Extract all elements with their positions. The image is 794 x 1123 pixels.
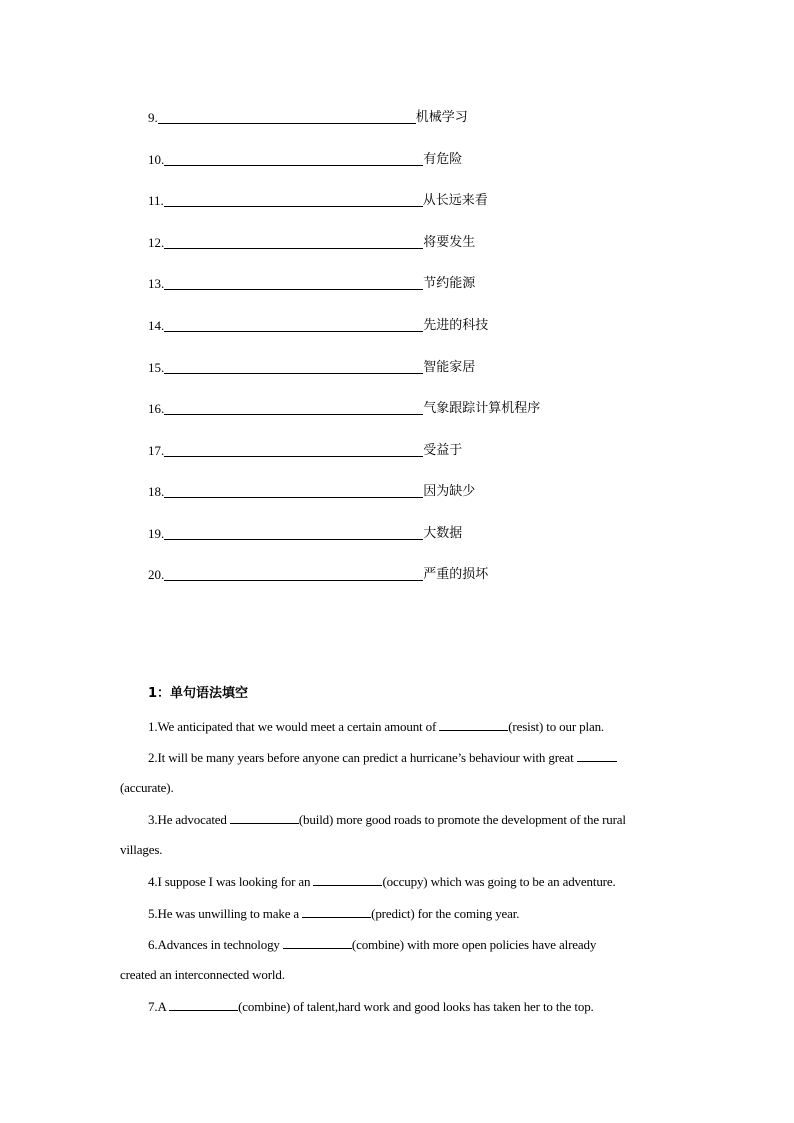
item-number: 19.: [148, 526, 165, 541]
question-text: (build) more good roads to promote the development of the rural: [298, 812, 626, 827]
answer-blank[interactable]: [283, 936, 352, 949]
vocab-item: [148, 358, 475, 376]
item-number: 17.: [148, 443, 165, 458]
question-text: 5.He was unwilling to make a: [148, 906, 303, 921]
chinese-term: 机械学习: [415, 110, 468, 125]
item-number: 10.: [148, 152, 165, 167]
answer-blank[interactable]: [164, 444, 423, 457]
vocab-item: [148, 191, 488, 209]
item-number: 16.: [148, 401, 165, 416]
vocab-item: [148, 274, 475, 292]
answer-blank[interactable]: [439, 718, 508, 731]
vocab-item: [148, 150, 462, 168]
chinese-term: 气象跟踪计算机程序: [423, 401, 541, 416]
question-text: created an interconnected world.: [120, 967, 285, 982]
answer-blank[interactable]: [164, 402, 423, 415]
answer-blank[interactable]: [164, 277, 423, 290]
question-text: 1.We anticipated that we would meet a certain amount of: [148, 719, 440, 734]
chinese-term: 受益于: [423, 443, 463, 458]
vocab-item: [148, 441, 462, 459]
item-number: 13.: [148, 276, 165, 291]
answer-blank[interactable]: [164, 153, 423, 166]
answer-blank[interactable]: [313, 873, 382, 886]
answer-blank[interactable]: [158, 111, 416, 124]
vocab-item: [148, 233, 475, 251]
answer-blank[interactable]: [164, 527, 423, 540]
item-number: 14.: [148, 318, 165, 333]
chinese-term: 因为缺少: [423, 484, 476, 499]
question-2-continuation: [120, 780, 174, 796]
question-text: 7.A: [148, 999, 170, 1014]
item-number: 20.: [148, 567, 165, 582]
vocab-item: [148, 108, 468, 126]
answer-blank[interactable]: [577, 749, 617, 762]
question-text: 3.He advocated: [148, 812, 230, 827]
question-2: [148, 749, 617, 766]
question-text: (accurate).: [120, 780, 174, 795]
item-number: 11.: [148, 193, 164, 208]
question-text: 2.It will be many years before anyone can predict a hurricane’s behaviour with great: [148, 750, 577, 765]
vocab-item: [148, 565, 488, 583]
chinese-term: 智能家居: [423, 360, 476, 375]
answer-blank[interactable]: [302, 905, 371, 918]
question-text: villages.: [120, 842, 163, 857]
question-6-continuation: [120, 967, 285, 983]
answer-blank[interactable]: [164, 361, 423, 374]
section-heading: 1：单句语法填空: [148, 686, 249, 701]
question-text: (occupy) which was going to be an adventure.: [382, 874, 616, 889]
question-text: 6.Advances in technology: [148, 937, 283, 952]
question-text: (combine) of talent,hard work and good looks has taken her to the top.: [238, 999, 594, 1014]
chinese-term: 大数据: [423, 526, 463, 541]
chinese-term: 节约能源: [423, 276, 476, 291]
question-7: [148, 998, 594, 1015]
answer-blank[interactable]: [164, 236, 423, 249]
answer-blank[interactable]: [164, 568, 423, 581]
answer-blank[interactable]: [164, 485, 423, 498]
chinese-term: 先进的科技: [423, 318, 489, 333]
answer-blank[interactable]: [164, 194, 423, 207]
item-number: 12.: [148, 235, 165, 250]
vocab-item: [148, 482, 475, 500]
chinese-term: 将要发生: [423, 235, 476, 250]
vocab-item: [148, 524, 462, 542]
question-4: [148, 873, 616, 890]
question-3-continuation: [120, 842, 162, 858]
question-3: [148, 811, 626, 828]
chinese-term: 有危险: [423, 152, 463, 167]
answer-blank[interactable]: [169, 998, 238, 1011]
vocab-item: [148, 399, 540, 417]
question-text: (combine) with more open policies have already: [351, 937, 597, 952]
question-1: [148, 718, 604, 735]
item-number: 9.: [148, 110, 158, 125]
item-number: 15.: [148, 360, 165, 375]
answer-blank[interactable]: [230, 811, 299, 824]
item-number: 18.: [148, 484, 165, 499]
question-text: (predict) for the coming year.: [371, 906, 520, 921]
chinese-term: 从长远来看: [422, 193, 488, 208]
question-6: [148, 936, 596, 953]
question-text: 4.I suppose I was looking for an: [148, 874, 314, 889]
answer-blank[interactable]: [164, 319, 423, 332]
chinese-term: 严重的损坏: [423, 567, 489, 582]
vocab-item: [148, 316, 488, 334]
question-text: (resist) to our plan.: [508, 719, 605, 734]
question-5: [148, 905, 519, 922]
